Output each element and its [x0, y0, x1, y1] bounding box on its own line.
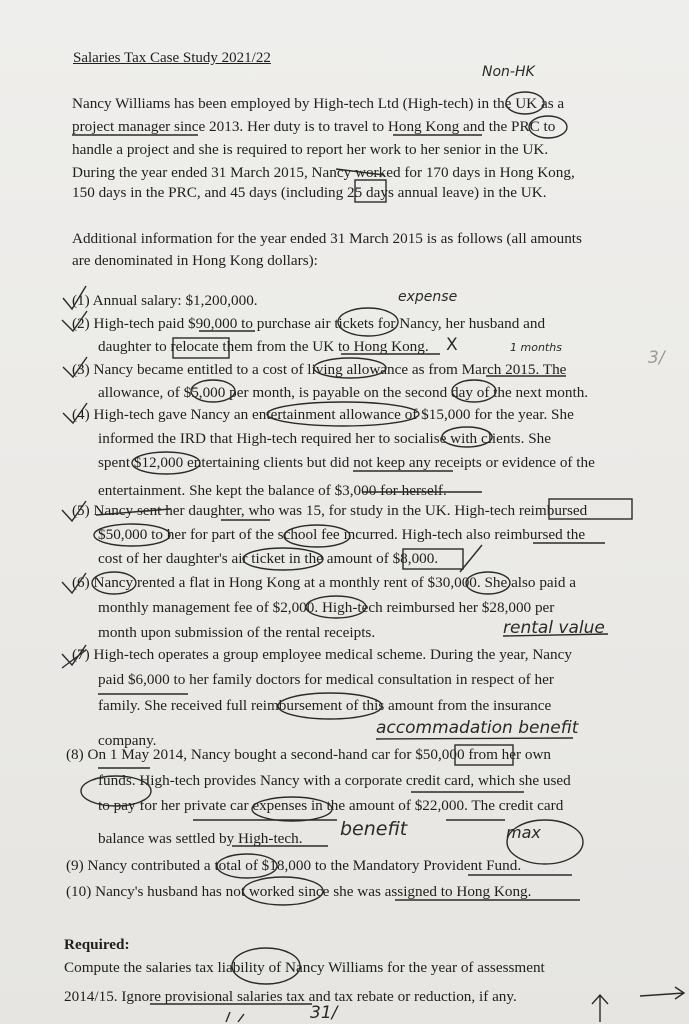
note-benefit: benefit [340, 818, 408, 840]
item-7-line-3: family. She received full reimbursement of this amount from the insurance [98, 697, 552, 714]
note-one-months: 1 months [510, 341, 562, 354]
item-1: (1) Annual salary: $1,200,000. [72, 292, 258, 309]
intro-line-2: project manager since 2013. Her duty is to travel to Hong Kong and the PRC to [72, 118, 556, 135]
item-10: (10) Nancy's husband has not worked since she was assigned to Hong Kong. [66, 883, 532, 900]
item-2-line-2: daughter to relocate them from the UK to Hong Kong. [98, 338, 429, 355]
additional-line-1: Additional information for the year ended 31 March 2015 is as follows (all amounts [72, 230, 582, 247]
item-7-line-4: company. [98, 732, 157, 749]
item-5-line-3: cost of her daughter's air ticket in the amount of $8,000. [98, 550, 439, 567]
note-max: max [506, 823, 541, 842]
intro-line-1: Nancy Williams has been employed by High-tech Ltd (High-tech) in the UK as a [72, 95, 565, 112]
item-8-line-4: balance was settled by High-tech. [98, 830, 303, 847]
document-title: Salaries Tax Case Study 2021/22 [73, 50, 271, 66]
item-4-line-3: spent $12,000 entertaining clients but did not keep any receipts or evidence of the [98, 454, 595, 471]
intro-line-4: During the year ended 31 March 2015, Nancy worked for 170 days in Hong Kong, [72, 164, 575, 181]
item-5-line-1: (5) Nancy sent her daughter, who was 15, for study in the UK. High-tech reimbursed [72, 502, 588, 519]
item-3-line-2: allowance, of $5,000 per month, is payable on the second day of the next month. [98, 384, 589, 401]
item-8-line-2: funds. High-tech provides Nancy with a corporate credit card, which she used [98, 772, 571, 789]
arrow-right-mark [640, 987, 684, 999]
slash-item-5 [460, 545, 482, 572]
arrow-up-mark [592, 995, 608, 1022]
item-4-line-4: entertainment. She kept the balance of $3,000 for herself. [98, 482, 447, 499]
intro-line-3: handle a project and she is required to report her work to her senior in the UK. [72, 141, 549, 158]
note-expense: expense [398, 289, 458, 305]
required-line-1: Compute the salaries tax liability of Nancy Williams for the year of assessment [64, 959, 545, 976]
item-4-line-2: informed the IRD that High-tech required her to socialise with clients. She [98, 430, 551, 447]
item-6-line-3: month upon submission of the rental receipts. [98, 624, 376, 641]
item-9: (9) Nancy contributed a total of $18,000 to the Mandatory Provident Fund. [66, 857, 522, 874]
item-2-line-1: (2) High-tech paid $90,000 to purchase air tickets for Nancy, her husband and [72, 315, 546, 332]
note-non-hk: Non-HK [482, 64, 535, 80]
item-3-line-1: (3) Nancy became entitled to a cost of living allowance as from March 2015. The [72, 361, 567, 378]
item-7-line-1: (7) High-tech operates a group employee medical scheme. During the year, Nancy [72, 646, 572, 663]
item-4-line-1: (4) High-tech gave Nancy an entertainment allowance of $15,000 for the year. She [72, 406, 574, 423]
item-6-line-1: (6) Nancy rented a flat in Hong Kong at a monthly rent of $30,000. She also paid a [72, 574, 577, 591]
additional-line-2: are denominated in Hong Kong dollars): [72, 252, 318, 269]
item-6-line-2: monthly management fee of $2,000. High-tech reimbursed her $28,000 per [98, 599, 555, 616]
item-8-line-1: (8) On 1 May 2014, Nancy bought a second-hand car for $50,000 from her own [66, 746, 552, 763]
item-5-line-2: $50,000 to her for part of the school fee incurred. High-tech also reimbursed the [98, 526, 586, 543]
underline-accommodation-benefit [376, 738, 573, 739]
required-line-2: 2014/15. Ignore provisional salaries tax and tax rebate or reduction, if any. [64, 988, 517, 1005]
note-rental-value: rental value [503, 618, 605, 638]
note-accommodation-benefit: accommadation benefit [376, 718, 579, 738]
intro-line-5: 150 days in the PRC, and 45 days (including 25 days annual leave) in the UK. [72, 184, 547, 201]
note-cross: X [446, 335, 458, 355]
item-7-line-2: paid $6,000 to her family doctors for medical consultation in respect of her [98, 671, 554, 688]
item-8-line-3: to pay for her private car expenses in the amount of $22,000. The credit card [98, 797, 564, 814]
required-heading: Required: [64, 936, 130, 953]
bottom-scribble [226, 1012, 244, 1022]
note-side-mark: 3/ [648, 348, 665, 368]
note-bottom-marks: 31/ [310, 1003, 338, 1023]
